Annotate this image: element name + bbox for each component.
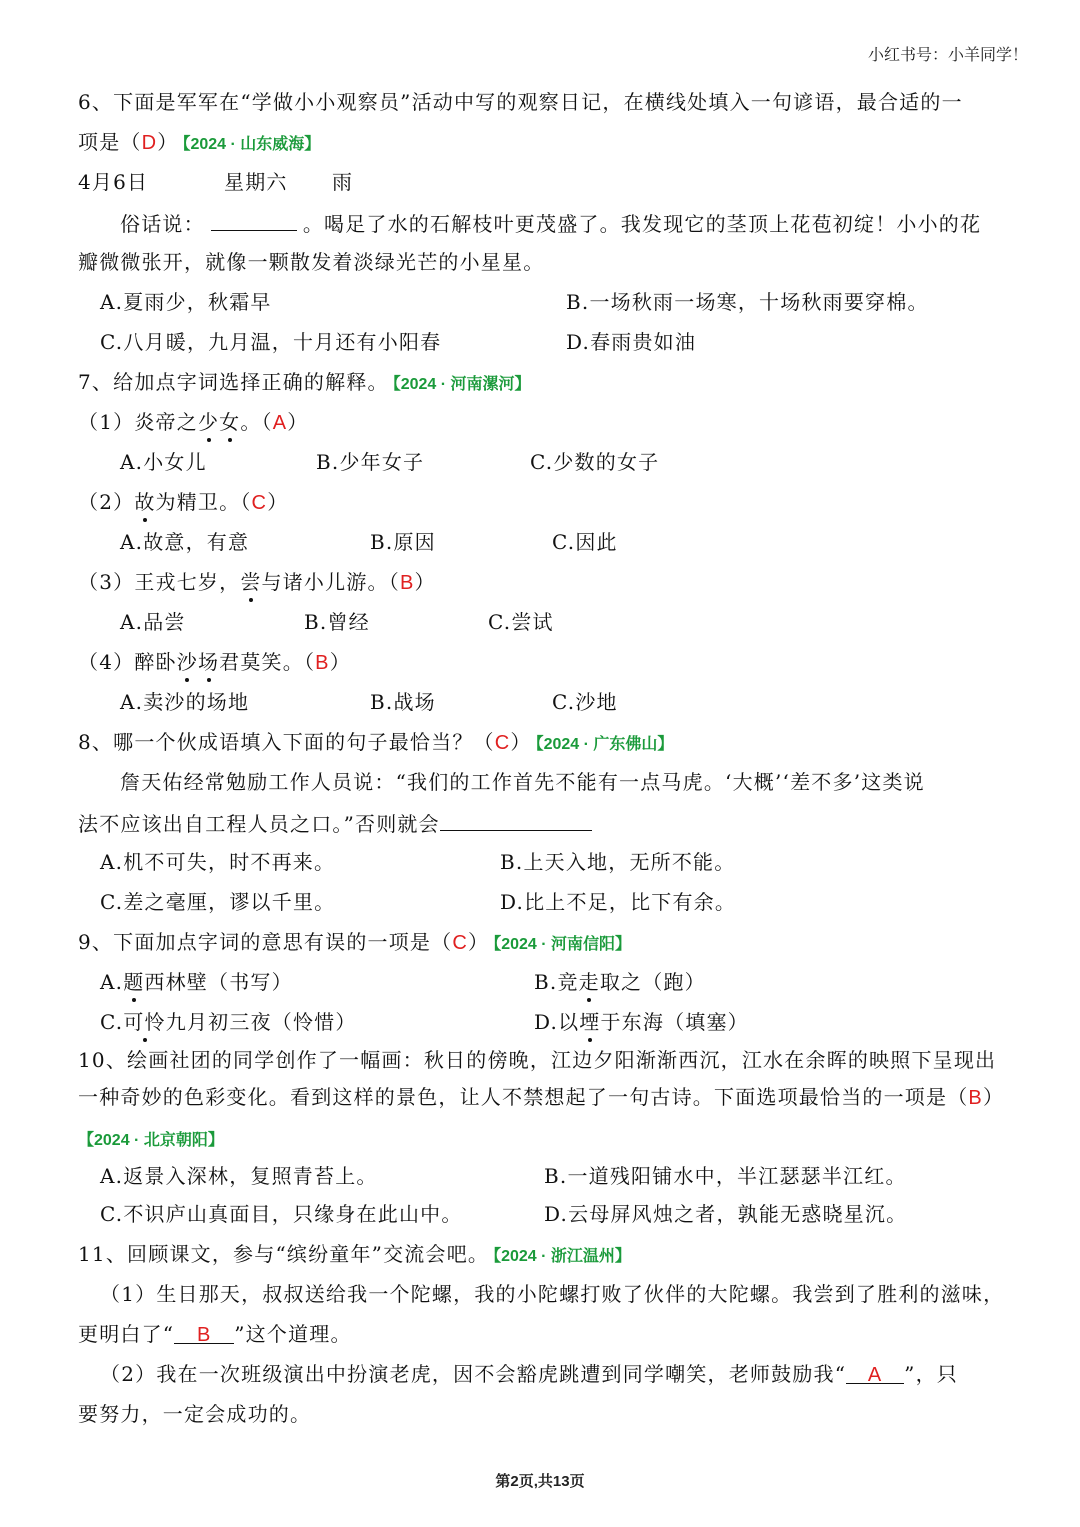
q7-sub2-pre: （2）	[78, 490, 135, 514]
q6-paragraph-line1	[120, 208, 981, 238]
q6-paren-close: ）	[157, 130, 179, 154]
q7-sub3-pre: （3）王戎七岁，	[78, 570, 241, 594]
q7-sub2-option-b: B.原因	[370, 530, 436, 554]
q7-sub3-option-b: B.曾经	[304, 610, 370, 634]
q10-option-b: B.一道残阳铺水中，半江瑟瑟半江红。	[544, 1164, 907, 1188]
q7-sub1-option-a: A.小女儿	[120, 450, 207, 474]
q8-paragraph-line2	[78, 808, 592, 838]
q6-date: 4月6日	[78, 170, 149, 194]
q7-sub4-pre: （4）醉卧	[78, 650, 177, 674]
q7-sub1-dot-char1: 少	[197, 410, 220, 434]
q7-sub2-answer: C	[251, 492, 268, 514]
q6-line1: 6、下面是军军在“学做小小观察员”活动中写的观察日记，在横线处填入一句谚语，最合适的一	[78, 90, 963, 114]
q7-sub1-close: ）	[287, 410, 309, 434]
q10-line2-text: 一种奇妙的色彩变化。看到这样的景色，让人不禁想起了一句古诗。下面选项最恰当的一项是（	[78, 1085, 969, 1109]
q8-paren-close: ）	[510, 730, 532, 754]
q6-weather: 雨	[332, 170, 354, 194]
q7-title	[78, 368, 531, 399]
q7-sub4-post: 君莫笑。（	[219, 650, 316, 674]
q6-stem-end: 项是（	[78, 130, 142, 154]
q8-option-a: A.机不可失，时不再来。	[100, 850, 336, 874]
q11-sub1-post: ”这个道理。	[234, 1322, 352, 1346]
q8-source: 【2024 · 广东佛山】	[535, 736, 674, 753]
q8-blank	[440, 808, 592, 831]
q8-para2-text: 法不应该出自工程人员之口。”否则就会	[78, 812, 440, 836]
q9-a-pre: A.	[100, 970, 124, 994]
q11-source: 【2024 · 浙江温州】	[493, 1248, 631, 1265]
q6-weekday: 星期六	[224, 170, 288, 194]
q10-line1: 10、绘画社团的同学创作了一幅画：秋日的傍晚，江边夕阳渐渐西沉，江水在余晖的映照下呈现出	[78, 1048, 997, 1072]
q11-sub2-line1	[100, 1360, 958, 1388]
q6-option-b: B.一场秋雨一场寒，十场秋雨要穿棉。	[566, 290, 929, 314]
q9-d-post: 于东海（填塞）	[600, 1010, 749, 1034]
q7-sub4-option-a: A.卖沙的场地	[120, 690, 250, 714]
q10-answer: B	[968, 1087, 983, 1109]
q11-title	[78, 1240, 631, 1271]
q9-option-a	[100, 968, 293, 996]
q9-c-post: 九月初三夜（怜惜）	[165, 1010, 357, 1034]
q7-sub2	[78, 488, 288, 517]
q7-title-text: 7、给加点字词选择正确的解释。	[78, 370, 389, 394]
q7-sub2-close: ）	[267, 490, 289, 514]
q6-paragraph-line2: 瓣微微张开，就像一颗散发着淡绿光芒的小星星。	[78, 250, 545, 274]
q7-sub3-option-a: A.品尝	[120, 610, 186, 634]
q7-sub3-option-c: C.尝试	[488, 610, 554, 634]
q9-paren-close: ）	[467, 930, 490, 954]
q9-d-dot-char: 堙	[579, 1010, 601, 1034]
q10-option-d: D.云母屏风烛之者，孰能无惑晓星沉。	[544, 1202, 908, 1226]
q6-option-c: C.八月暖，九月温，十月还有小阳春	[100, 330, 442, 354]
q6-line2	[78, 128, 320, 159]
q7-sub4-close: ）	[329, 650, 351, 674]
q8-option-c: C.差之毫厘，谬以千里。	[100, 890, 336, 914]
q10-source-line	[78, 1124, 224, 1155]
watermark-header: 小红书号：小羊同学！	[867, 47, 1028, 64]
q7-sub1-dot-char2: 女	[219, 410, 241, 434]
q7-sub4-option-b: B.战场	[370, 690, 436, 714]
q7-sub4	[78, 648, 351, 677]
q9-c-dot-char: 可怜	[123, 1010, 166, 1034]
q8-title-text: 8、哪一个伙成语填入下面的句子最恰当？（	[78, 730, 495, 754]
q7-sub3-answer: B	[399, 572, 415, 594]
q6-blank	[211, 208, 297, 231]
q6-para-prefix: 俗话说：	[120, 212, 205, 236]
q11-sub2-answer: A	[846, 1361, 904, 1384]
q9-source: 【2024 · 河南信阳】	[493, 936, 632, 953]
q7-sub3-close: ）	[414, 570, 436, 594]
q8-answer: C	[494, 732, 511, 754]
q11-sub1-answer: B	[174, 1321, 234, 1344]
q9-c-pre: C.	[100, 1010, 124, 1034]
q7-sub4-answer: B	[315, 652, 330, 674]
q9-d-pre: D.以	[534, 1010, 580, 1034]
q9-b-post: 取之（跑）	[599, 970, 706, 994]
q6-option-a: A.夏雨少，秋霜早	[100, 290, 272, 314]
q6-source: 【2024 · 山东威海】	[182, 136, 321, 153]
q7-sub2-option-a: A.故意，有意	[120, 530, 250, 554]
q7-sub1-pre: （1）炎帝之	[78, 410, 198, 434]
q7-sub1-option-b: B.少年女子	[316, 450, 425, 474]
q6-answer: D	[141, 132, 158, 154]
q7-sub2-post: 为精卫。（	[155, 490, 252, 514]
q7-sub3	[78, 568, 436, 597]
q11-sub2-pre: （2）我在一次班级演出中扮演老虎，因不会豁虎跳遭到同学嘲笑，老师鼓励我“	[100, 1362, 847, 1386]
q9-a-post: 西林壁（书写）	[144, 970, 293, 994]
q9-b-pre: B.竞	[534, 970, 579, 994]
q10-option-c: C.不识庐山真面目，只缘身在此山中。	[100, 1202, 463, 1226]
q9-title	[78, 928, 631, 959]
q11-sub1-line2	[78, 1320, 352, 1348]
q9-a-dot-char: 题	[123, 970, 145, 994]
q9-b-dot-char: 走	[578, 970, 600, 994]
q7-sub1-option-c: C.少数的女子	[530, 450, 660, 474]
q7-sub2-option-c: C.因此	[552, 530, 618, 554]
q9-title-text: 9、下面加点字词的意思有误的一项是（	[78, 930, 453, 954]
q8-title	[78, 728, 673, 759]
q10-paren-close: ）	[982, 1085, 1005, 1109]
q7-sub1	[78, 408, 309, 437]
q10-line2	[78, 1083, 1004, 1112]
q11-title-text: 11、回顾课文，参与“缤纷童年”交流会吧。	[78, 1242, 490, 1266]
q11-sub1-line1: （1）生日那天，叔叔送给我一个陀螺，我的小陀螺打败了伙伴的大陀螺。我尝到了胜利的滋味，	[100, 1282, 1005, 1306]
q11-sub1-pre: 更明白了“	[78, 1322, 175, 1346]
q9-option-c	[100, 1008, 357, 1036]
q8-option-b: B.上天入地，无所不能。	[500, 850, 736, 874]
q8-option-d: D.比上不足，比下有余。	[500, 890, 737, 914]
q11-sub2-post: ”，只	[904, 1362, 958, 1386]
q6-option-d: D.春雨贵如油	[566, 330, 697, 354]
q6-para-rest: 。喝足了水的石解枝叶更茂盛了。我发现它的茎顶上花苞初绽！小小的花	[302, 212, 982, 236]
q7-source: 【2024 · 河南漯河】	[392, 376, 531, 393]
q9-option-d	[534, 1008, 749, 1036]
q7-sub4-dot-char1: 沙	[176, 650, 198, 674]
page-number: 第2页,共13页	[495, 1473, 585, 1490]
q7-sub3-dot-char: 尝	[240, 570, 262, 594]
q11-sub2-line2: 要努力，一定会成功的。	[78, 1402, 312, 1426]
q10-option-a: A.返景入深林，复照青苔上。	[100, 1164, 378, 1188]
q7-sub1-answer: A	[272, 412, 288, 434]
q9-answer: C	[452, 932, 468, 954]
q10-source: 【2024 · 北京朝阳】	[78, 1132, 224, 1149]
q7-sub3-post: 与诸小儿游。（	[261, 570, 400, 594]
q8-paragraph-line1: 詹天佑经常勉励工作人员说：“我们的工作首先不能有一点马虎。‘大概’‘差不多’这类说	[120, 770, 925, 794]
q7-sub4-option-c: C.沙地	[552, 690, 618, 714]
q7-sub2-dot-char: 故	[134, 490, 156, 514]
q9-option-b	[534, 968, 706, 996]
q7-sub4-dot-char2: 场	[197, 650, 220, 674]
q7-sub1-post: 。（	[240, 410, 273, 434]
